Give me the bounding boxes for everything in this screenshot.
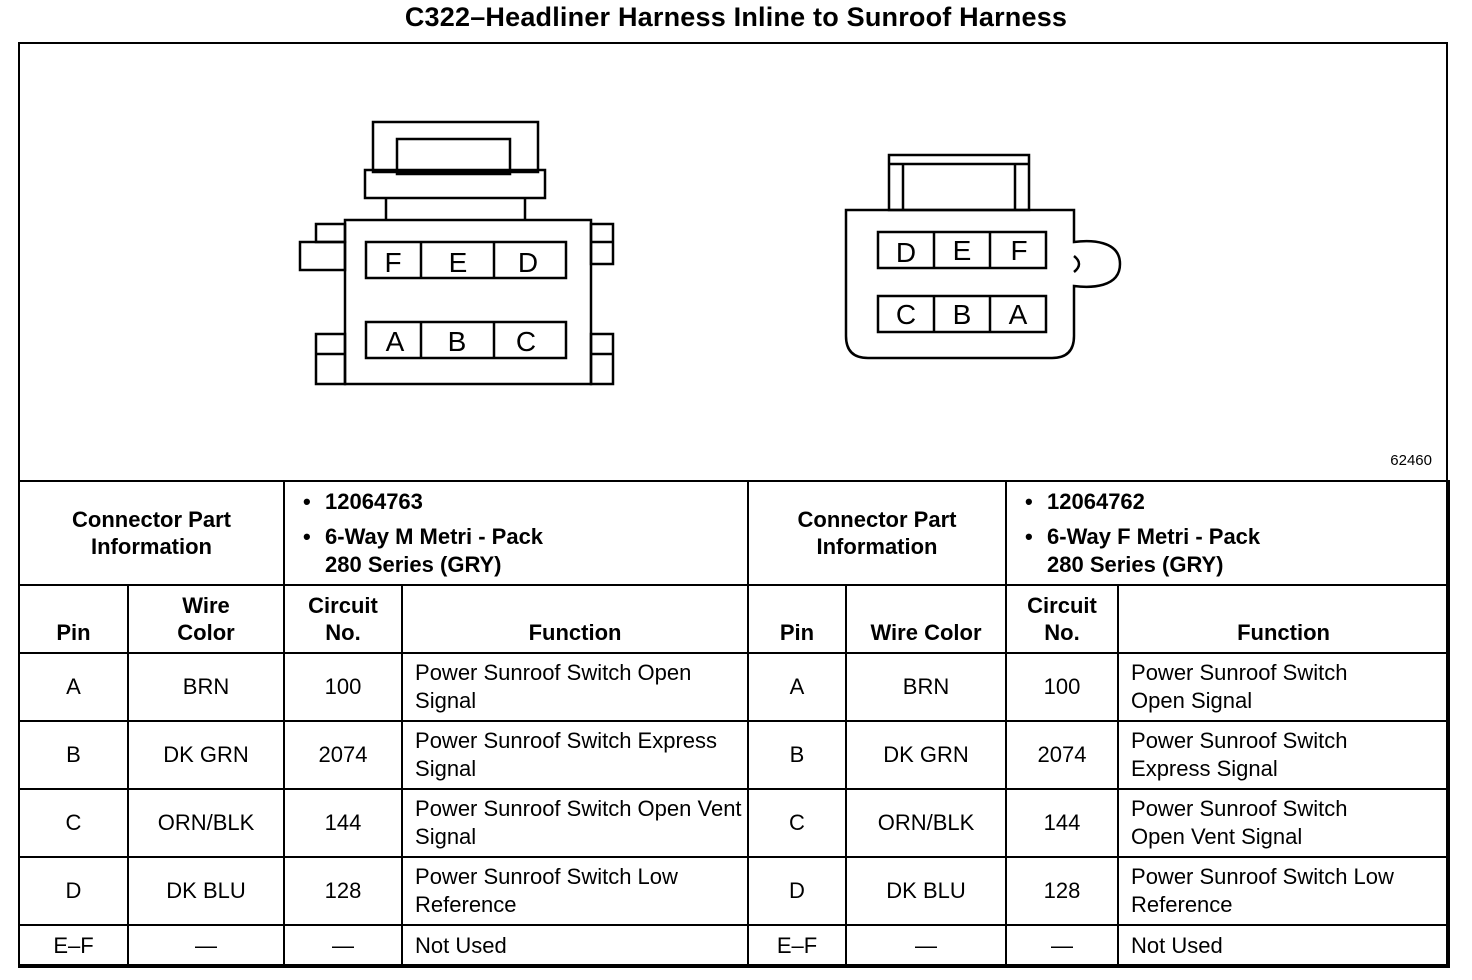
function-cell: Power Sunroof Switch Low Reference: [1118, 857, 1449, 925]
pin-cell: D: [19, 857, 128, 925]
table-row: [19, 789, 748, 857]
circuit-cell: 128: [1006, 857, 1118, 925]
connector-part-info-label: Connector Part Information: [748, 481, 1006, 585]
column-header-function: Function: [402, 585, 748, 653]
column-header-pin: Pin: [19, 585, 128, 653]
cavity-label: A: [385, 326, 405, 357]
column-header-function: Function: [1118, 585, 1449, 653]
pin-cell: E–F: [19, 925, 128, 967]
column-header-wire-color: Wire Color: [128, 585, 284, 653]
wire-color-cell: DK BLU: [128, 857, 284, 925]
cavity-label: E: [952, 235, 972, 266]
pin-cell: C: [19, 789, 128, 857]
part-number: • 12064763: [325, 488, 747, 516]
wire-color-cell: DK GRN: [128, 721, 284, 789]
circuit-cell: 100: [1006, 653, 1118, 721]
part-description-line2: 280 Series (GRY): [1047, 551, 1224, 577]
pin-cell: A: [748, 653, 846, 721]
pin-cell: C: [748, 789, 846, 857]
cavity-label: B: [952, 299, 972, 330]
cavity-label: E: [448, 247, 468, 278]
circuit-cell: 144: [1006, 789, 1118, 857]
part-description: • 6-Way F Metri - Pack: [1047, 523, 1448, 551]
wire-color-cell: BRN: [846, 653, 1006, 721]
circuit-cell: 100: [284, 653, 402, 721]
circuit-cell: 128: [284, 857, 402, 925]
part-description-line2: 280 Series (GRY): [325, 551, 502, 577]
wire-color-cell: BRN: [128, 653, 284, 721]
wire-color-cell: ORN/BLK: [846, 789, 1006, 857]
figure-number: 62460: [1390, 452, 1432, 469]
wire-color-cell: ORN/BLK: [128, 789, 284, 857]
cavity-label: D: [517, 247, 539, 278]
column-header-circuit: Circuit No.: [1006, 585, 1118, 653]
table-row: [748, 653, 1449, 721]
function-cell: Power Sunroof Switch Open Signal: [1118, 653, 1449, 721]
diagram-frame: [18, 42, 1448, 966]
circuit-cell: —: [284, 925, 402, 967]
male-cavity-labels: [384, 247, 538, 357]
table-row: [748, 721, 1449, 789]
function-cell: Power Sunroof Switch Open Vent Signal: [402, 789, 748, 857]
connector-drawings: [20, 44, 1446, 480]
table-row: [19, 653, 748, 721]
connector-part-info-value: [284, 481, 748, 585]
part-number: • 12064762: [1047, 488, 1448, 516]
connector-figure: [20, 44, 1446, 480]
pin-cell: E–F: [748, 925, 846, 967]
cavity-label: A: [1008, 299, 1028, 330]
cavity-label: C: [515, 326, 537, 357]
column-header-wire-color: Wire Color: [846, 585, 1006, 653]
pin-cell: D: [748, 857, 846, 925]
column-header-pin: Pin: [748, 585, 846, 653]
female-cavity-labels: [896, 235, 1028, 330]
function-cell: Power Sunroof Switch Open Signal: [402, 653, 748, 721]
wire-color-cell: DK BLU: [846, 857, 1006, 925]
function-cell: Not Used: [1118, 925, 1449, 967]
function-cell: Power Sunroof Switch Express Signal: [1118, 721, 1449, 789]
cavity-label: F: [1010, 235, 1028, 266]
connector-part-info-label: Connector Part Information: [19, 481, 284, 585]
function-cell: Not Used: [402, 925, 748, 967]
connector-part-info-value: [1006, 481, 1449, 585]
pin-cell: A: [19, 653, 128, 721]
wire-color-cell: —: [128, 925, 284, 967]
table-row: [748, 857, 1449, 925]
table-row: [19, 721, 748, 789]
table-row: [748, 789, 1449, 857]
wire-color-cell: —: [846, 925, 1006, 967]
circuit-cell: —: [1006, 925, 1118, 967]
function-cell: Power Sunroof Switch Open Vent Signal: [1118, 789, 1449, 857]
function-cell: Power Sunroof Switch Low Reference: [402, 857, 748, 925]
female-connector-drawing: [846, 155, 1120, 358]
wire-color-cell: DK GRN: [846, 721, 1006, 789]
table-row: [19, 857, 748, 925]
table-row: [748, 925, 1449, 967]
right-connector-table: [747, 480, 1450, 968]
page-title: C322–Headliner Harness Inline to Sunroof Harness: [404, 2, 1068, 32]
pin-cell: B: [19, 721, 128, 789]
table-row: [19, 925, 748, 967]
cavity-label: D: [895, 237, 917, 268]
left-connector-table: [18, 480, 749, 968]
circuit-cell: 2074: [1006, 721, 1118, 789]
cavity-label: B: [447, 326, 467, 357]
circuit-cell: 2074: [284, 721, 402, 789]
circuit-cell: 144: [284, 789, 402, 857]
cavity-label: F: [384, 247, 402, 278]
column-header-circuit: Circuit No.: [284, 585, 402, 653]
pin-cell: B: [748, 721, 846, 789]
part-description: • 6-Way M Metri - Pack: [325, 523, 747, 551]
function-cell: Power Sunroof Switch Express Signal: [402, 721, 748, 789]
cavity-label: C: [895, 299, 917, 330]
